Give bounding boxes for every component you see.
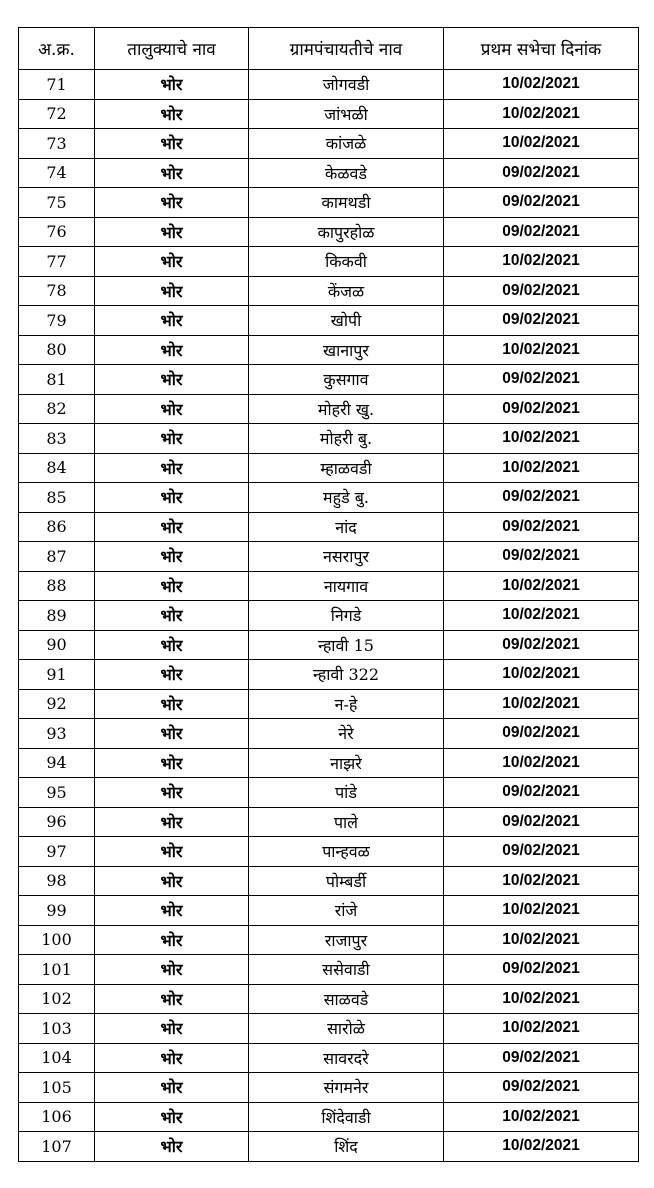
taluka-cell: भोर	[95, 630, 249, 660]
meeting-date-cell: 10/02/2021	[444, 984, 639, 1014]
taluka-cell: भोर	[95, 365, 249, 395]
serial-number-cell: 83	[19, 424, 95, 454]
gram-panchayat-cell: कांजळे	[249, 129, 444, 159]
table-row	[19, 660, 639, 690]
taluka-cell: भोर	[95, 453, 249, 483]
table-row	[19, 955, 639, 985]
taluka-cell: भोर	[95, 601, 249, 631]
gram-panchayat-cell: न-हे	[249, 689, 444, 719]
meeting-date-cell: 09/02/2021	[444, 217, 639, 247]
serial-number-cell: 74	[19, 158, 95, 188]
table-row	[19, 542, 639, 572]
serial-number-cell: 82	[19, 394, 95, 424]
taluka-cell: भोर	[95, 99, 249, 129]
meeting-date-cell: 09/02/2021	[444, 837, 639, 867]
serial-number-cell: 102	[19, 984, 95, 1014]
taluka-cell: भोर	[95, 571, 249, 601]
gram-panchayat-cell: पोम्बर्डी	[249, 866, 444, 896]
table-row	[19, 1073, 639, 1103]
table-row	[19, 247, 639, 277]
gram-panchayat-cell: जोगवडी	[249, 70, 444, 100]
header-serial-number: अ.क्र.	[19, 28, 95, 70]
meeting-date-cell: 09/02/2021	[444, 276, 639, 306]
taluka-cell: भोर	[95, 1014, 249, 1044]
taluka-cell: भोर	[95, 984, 249, 1014]
taluka-cell: भोर	[95, 188, 249, 218]
table-row	[19, 335, 639, 365]
taluka-cell: भोर	[95, 1073, 249, 1103]
meeting-date-cell: 09/02/2021	[444, 306, 639, 336]
gram-panchayat-cell: निगडे	[249, 601, 444, 631]
table-row	[19, 217, 639, 247]
meeting-date-cell: 10/02/2021	[444, 335, 639, 365]
taluka-cell: भोर	[95, 807, 249, 837]
serial-number-cell: 87	[19, 542, 95, 572]
meeting-date-cell: 09/02/2021	[444, 1043, 639, 1073]
table-row	[19, 719, 639, 749]
table-row	[19, 424, 639, 454]
taluka-cell: भोर	[95, 955, 249, 985]
meeting-date-cell: 10/02/2021	[444, 453, 639, 483]
table-row	[19, 70, 639, 100]
table-row	[19, 748, 639, 778]
table-row	[19, 1014, 639, 1044]
table-row	[19, 601, 639, 631]
meeting-date-cell: 09/02/2021	[444, 630, 639, 660]
taluka-cell: भोर	[95, 837, 249, 867]
serial-number-cell: 100	[19, 925, 95, 955]
meeting-date-cell: 10/02/2021	[444, 247, 639, 277]
gram-panchayat-cell: नायगाव	[249, 571, 444, 601]
gram-panchayat-cell: शिंदेवाडी	[249, 1102, 444, 1132]
taluka-cell: भोर	[95, 778, 249, 808]
serial-number-cell: 84	[19, 453, 95, 483]
meeting-date-cell: 09/02/2021	[444, 158, 639, 188]
taluka-cell: भोर	[95, 719, 249, 749]
serial-number-cell: 78	[19, 276, 95, 306]
serial-number-cell: 101	[19, 955, 95, 985]
header-row	[19, 28, 639, 70]
table-row	[19, 984, 639, 1014]
serial-number-cell: 105	[19, 1073, 95, 1103]
taluka-cell: भोर	[95, 896, 249, 926]
gram-panchayat-cell: कुसगाव	[249, 365, 444, 395]
serial-number-cell: 79	[19, 306, 95, 336]
serial-number-cell: 98	[19, 866, 95, 896]
table-row	[19, 483, 639, 513]
meeting-date-cell: 10/02/2021	[444, 1102, 639, 1132]
meeting-date-cell: 09/02/2021	[444, 719, 639, 749]
table-row	[19, 866, 639, 896]
taluka-cell: भोर	[95, 689, 249, 719]
gram-panchayat-cell: केंजळ	[249, 276, 444, 306]
gram-panchayat-cell: केळवडे	[249, 158, 444, 188]
table-row	[19, 1102, 639, 1132]
meeting-date-cell: 10/02/2021	[444, 896, 639, 926]
table-row	[19, 630, 639, 660]
serial-number-cell: 103	[19, 1014, 95, 1044]
serial-number-cell: 89	[19, 601, 95, 631]
gram-panchayat-cell: पांडे	[249, 778, 444, 808]
serial-number-cell: 92	[19, 689, 95, 719]
taluka-cell: भोर	[95, 512, 249, 542]
serial-number-cell: 97	[19, 837, 95, 867]
meeting-date-cell: 10/02/2021	[444, 1014, 639, 1044]
table-row	[19, 188, 639, 218]
table-row	[19, 571, 639, 601]
meeting-date-cell: 10/02/2021	[444, 601, 639, 631]
serial-number-cell: 96	[19, 807, 95, 837]
taluka-cell: भोर	[95, 748, 249, 778]
table-row	[19, 512, 639, 542]
meeting-date-cell: 09/02/2021	[444, 365, 639, 395]
table-row	[19, 1043, 639, 1073]
gram-panchayat-cell: खानापुर	[249, 335, 444, 365]
taluka-cell: भोर	[95, 1043, 249, 1073]
meeting-date-cell: 09/02/2021	[444, 807, 639, 837]
serial-number-cell: 94	[19, 748, 95, 778]
serial-number-cell: 73	[19, 129, 95, 159]
taluka-cell: भोर	[95, 660, 249, 690]
table-body	[19, 70, 639, 1162]
serial-number-cell: 93	[19, 719, 95, 749]
gram-panchayat-cell: मोहरी बु.	[249, 424, 444, 454]
table-row	[19, 276, 639, 306]
gram-panchayat-cell: ससेवाडी	[249, 955, 444, 985]
gram-panchayat-table	[18, 27, 639, 1162]
taluka-cell: भोर	[95, 1132, 249, 1162]
meeting-date-cell: 09/02/2021	[444, 512, 639, 542]
gram-panchayat-cell: नांद	[249, 512, 444, 542]
header-taluka-name: तालुक्याचे नाव	[95, 28, 249, 70]
table-row	[19, 365, 639, 395]
table-row	[19, 129, 639, 159]
gram-panchayat-cell: न्हावी 15	[249, 630, 444, 660]
serial-number-cell: 75	[19, 188, 95, 218]
serial-number-cell: 104	[19, 1043, 95, 1073]
serial-number-cell: 81	[19, 365, 95, 395]
serial-number-cell: 77	[19, 247, 95, 277]
gram-panchayat-cell: कामथडी	[249, 188, 444, 218]
gram-panchayat-cell: नेरे	[249, 719, 444, 749]
gram-panchayat-cell: नसरापुर	[249, 542, 444, 572]
meeting-date-cell: 09/02/2021	[444, 542, 639, 572]
gram-panchayat-cell: सावरदरे	[249, 1043, 444, 1073]
table-row	[19, 837, 639, 867]
table-row	[19, 158, 639, 188]
meeting-date-cell: 10/02/2021	[444, 99, 639, 129]
table-row	[19, 99, 639, 129]
serial-number-cell: 72	[19, 99, 95, 129]
gram-panchayat-cell: कापुरहोळ	[249, 217, 444, 247]
meeting-date-cell: 09/02/2021	[444, 188, 639, 218]
gram-panchayat-cell: नाझरे	[249, 748, 444, 778]
taluka-cell: भोर	[95, 276, 249, 306]
meeting-date-cell: 10/02/2021	[444, 424, 639, 454]
meeting-date-cell: 09/02/2021	[444, 394, 639, 424]
gram-panchayat-cell: शिंद	[249, 1132, 444, 1162]
header-first-meeting-date: प्रथम सभेचा दिनांक	[444, 28, 639, 70]
gram-panchayat-cell: किकवी	[249, 247, 444, 277]
meeting-date-cell: 10/02/2021	[444, 925, 639, 955]
table-row	[19, 306, 639, 336]
meeting-date-cell: 09/02/2021	[444, 483, 639, 513]
table-row	[19, 453, 639, 483]
gram-panchayat-cell: रांजे	[249, 896, 444, 926]
meeting-date-cell: 09/02/2021	[444, 955, 639, 985]
gram-panchayat-cell: सारोळे	[249, 1014, 444, 1044]
taluka-cell: भोर	[95, 1102, 249, 1132]
gram-panchayat-cell: पाले	[249, 807, 444, 837]
gram-panchayat-cell: संगमनेर	[249, 1073, 444, 1103]
meeting-date-cell: 09/02/2021	[444, 1073, 639, 1103]
serial-number-cell: 71	[19, 70, 95, 100]
gram-panchayat-cell: राजापुर	[249, 925, 444, 955]
taluka-cell: भोर	[95, 424, 249, 454]
taluka-cell: भोर	[95, 335, 249, 365]
meeting-date-cell: 10/02/2021	[444, 689, 639, 719]
gram-panchayat-cell: मोहरी खु.	[249, 394, 444, 424]
taluka-cell: भोर	[95, 70, 249, 100]
serial-number-cell: 99	[19, 896, 95, 926]
gram-panchayat-cell: महुडे बु.	[249, 483, 444, 513]
serial-number-cell: 95	[19, 778, 95, 808]
taluka-cell: भोर	[95, 542, 249, 572]
taluka-cell: भोर	[95, 158, 249, 188]
serial-number-cell: 76	[19, 217, 95, 247]
meeting-date-cell: 10/02/2021	[444, 70, 639, 100]
table-row	[19, 689, 639, 719]
serial-number-cell: 86	[19, 512, 95, 542]
table-row	[19, 778, 639, 808]
meeting-date-cell: 10/02/2021	[444, 660, 639, 690]
document-page	[18, 27, 639, 1162]
table-row	[19, 925, 639, 955]
header-gram-panchayat-name: ग्रामपंचायतीचे नाव	[249, 28, 444, 70]
meeting-date-cell: 09/02/2021	[444, 778, 639, 808]
serial-number-cell: 80	[19, 335, 95, 365]
gram-panchayat-cell: न्हावी 322	[249, 660, 444, 690]
gram-panchayat-cell: जांभळी	[249, 99, 444, 129]
serial-number-cell: 106	[19, 1102, 95, 1132]
table-row	[19, 1132, 639, 1162]
serial-number-cell: 107	[19, 1132, 95, 1162]
table-row	[19, 896, 639, 926]
gram-panchayat-cell: खोपी	[249, 306, 444, 336]
taluka-cell: भोर	[95, 129, 249, 159]
gram-panchayat-cell: म्हाळवडी	[249, 453, 444, 483]
taluka-cell: भोर	[95, 925, 249, 955]
serial-number-cell: 85	[19, 483, 95, 513]
meeting-date-cell: 10/02/2021	[444, 1132, 639, 1162]
gram-panchayat-cell: साळवडे	[249, 984, 444, 1014]
table-row	[19, 807, 639, 837]
meeting-date-cell: 10/02/2021	[444, 571, 639, 601]
serial-number-cell: 91	[19, 660, 95, 690]
serial-number-cell: 90	[19, 630, 95, 660]
taluka-cell: भोर	[95, 483, 249, 513]
taluka-cell: भोर	[95, 394, 249, 424]
taluka-cell: भोर	[95, 217, 249, 247]
table-row	[19, 394, 639, 424]
gram-panchayat-cell: पान्हवळ	[249, 837, 444, 867]
meeting-date-cell: 10/02/2021	[444, 129, 639, 159]
taluka-cell: भोर	[95, 306, 249, 336]
meeting-date-cell: 10/02/2021	[444, 866, 639, 896]
taluka-cell: भोर	[95, 247, 249, 277]
serial-number-cell: 88	[19, 571, 95, 601]
meeting-date-cell: 10/02/2021	[444, 748, 639, 778]
taluka-cell: भोर	[95, 866, 249, 896]
